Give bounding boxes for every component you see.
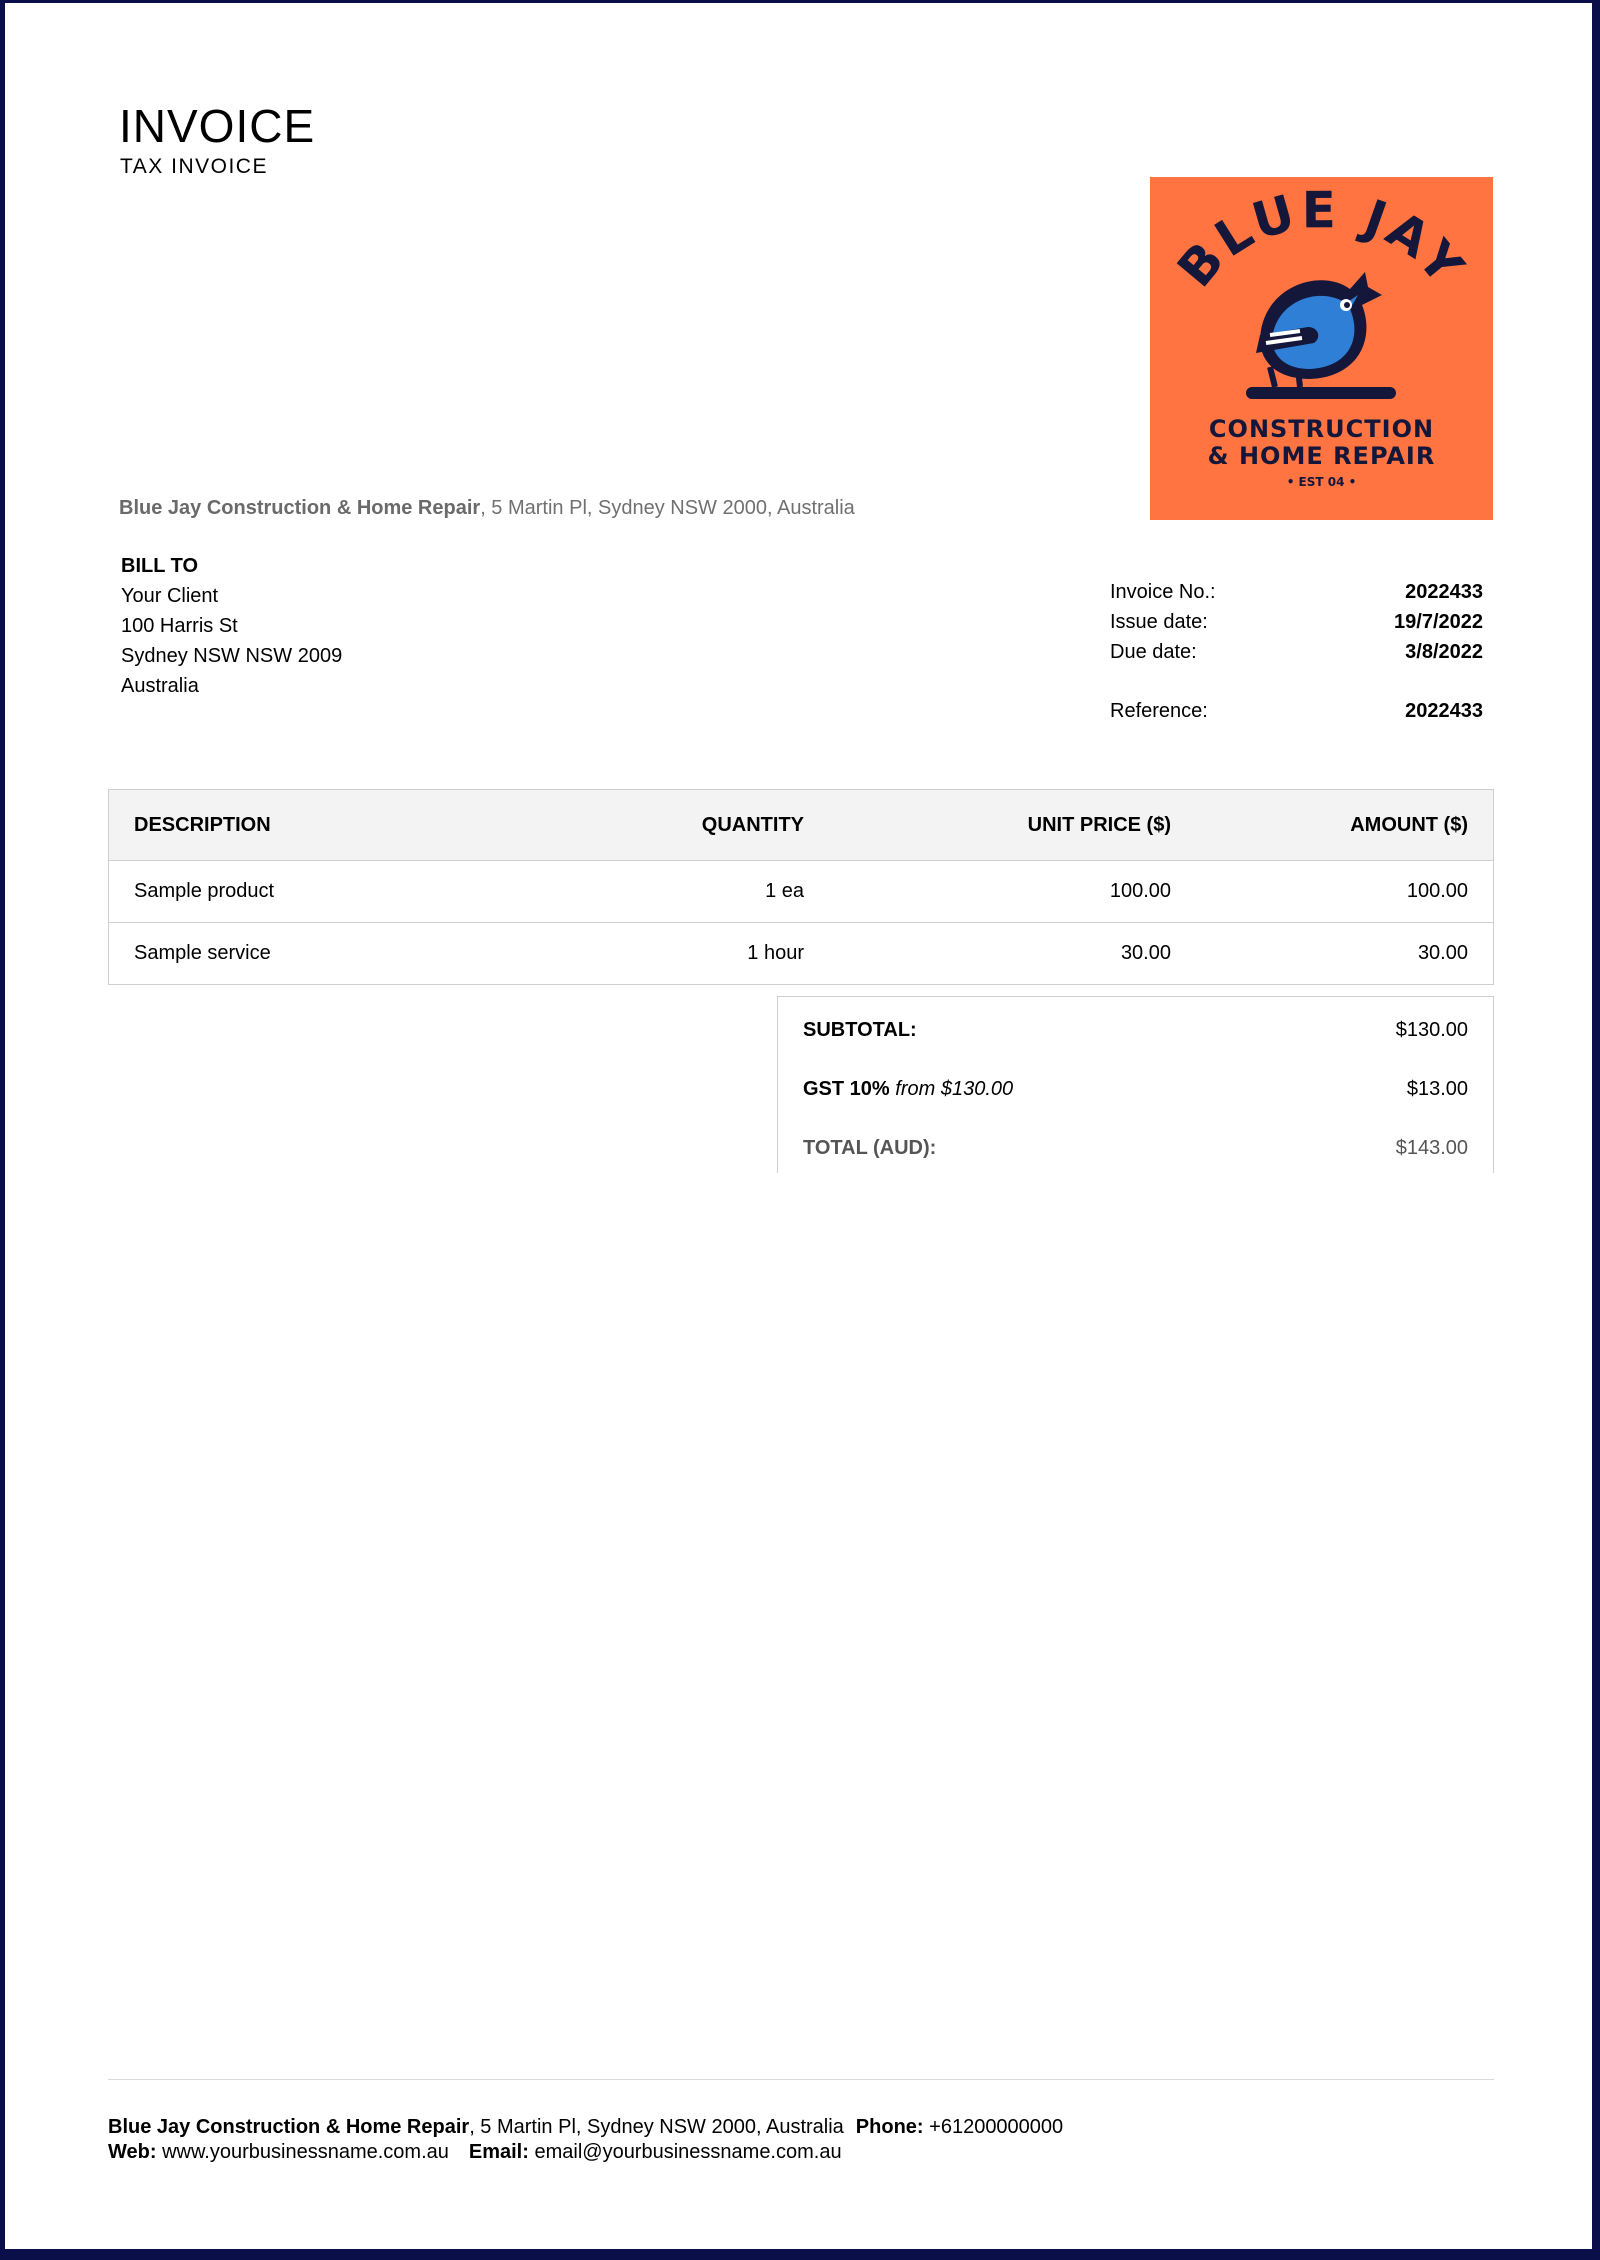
invoice-page <box>5 3 1592 2249</box>
logo-line2: & HOME REPAIR <box>1207 442 1436 470</box>
cell-amount: 100.00 <box>1172 861 1494 923</box>
bill-to-block <box>121 551 342 701</box>
footer-phone: +61200000000 <box>929 2116 1064 2138</box>
total-row <box>803 1137 1468 1160</box>
column-header-unit-price: UNIT PRICE ($) <box>804 790 1172 861</box>
footer-web-link[interactable]: www.yourbusinessname.com.au <box>162 2141 449 2163</box>
footer-line-2 <box>108 2140 1063 2165</box>
bill-to-line: Your Client <box>121 585 219 607</box>
meta-issue-date <box>1110 611 1483 641</box>
line-items-table <box>108 789 1494 985</box>
meta-value: 19/7/2022 <box>1394 611 1483 633</box>
column-header-quantity: QUANTITY <box>515 790 804 861</box>
logo-line1: CONSTRUCTION <box>1208 415 1435 443</box>
column-header-amount: AMOUNT ($) <box>1172 790 1494 861</box>
bill-to-line: Australia <box>121 675 199 697</box>
total-value: $143.00 <box>1395 1137 1468 1159</box>
meta-label: Issue date: <box>1110 611 1208 633</box>
meta-label: Due date: <box>1110 641 1197 663</box>
subtotal-value: $130.00 <box>1395 1019 1468 1041</box>
gst-row <box>803 1078 1468 1101</box>
logo-est: • EST 04 • <box>1286 475 1357 489</box>
footer-line-1 <box>108 2115 1063 2140</box>
table-row <box>109 861 1494 923</box>
bill-to-line: 100 Harris St <box>121 615 238 637</box>
meta-invoice-no <box>1110 581 1483 611</box>
sender-address: , 5 Martin Pl, Sydney NSW 2000, Australia <box>480 497 855 519</box>
footer-email-link[interactable]: email@yourbusinessname.com.au <box>534 2141 842 2163</box>
table-header-row <box>109 790 1494 861</box>
cell-quantity: 1 hour <box>515 923 804 985</box>
sender-name: Blue Jay Construction & Home Repair <box>119 497 481 519</box>
footer-email-label: Email: <box>468 2141 529 2163</box>
gst-value: $13.00 <box>1406 1078 1468 1100</box>
cell-unit-price: 30.00 <box>804 923 1172 985</box>
meta-value: 2022433 <box>1405 581 1483 603</box>
cell-description: Sample product <box>109 861 516 923</box>
meta-label: Reference: <box>1110 700 1208 722</box>
column-header-description: DESCRIPTION <box>109 790 516 861</box>
bill-to-line: Sydney NSW NSW 2009 <box>121 645 343 667</box>
footer-address: , 5 Martin Pl, Sydney NSW 2000, Australia <box>469 2116 844 2138</box>
footer <box>108 2115 1063 2165</box>
footer-phone-label: Phone: <box>855 2116 924 2138</box>
gst-note: from $130.00 <box>895 1078 1014 1100</box>
sender-line <box>119 497 855 520</box>
blue-jay-logo <box>1150 177 1493 520</box>
invoice-meta <box>1110 581 1483 730</box>
cell-quantity: 1 ea <box>515 861 804 923</box>
cell-description: Sample service <box>109 923 516 985</box>
meta-value: 2022433 <box>1405 700 1483 722</box>
total-label: TOTAL (AUD): <box>803 1137 937 1159</box>
gst-label: GST 10% <box>803 1078 890 1100</box>
subtotal-label: SUBTOTAL: <box>803 1019 917 1041</box>
footer-business: Blue Jay Construction & Home Repair <box>108 2116 470 2138</box>
cell-unit-price: 100.00 <box>804 861 1172 923</box>
subtotal-row <box>803 1019 1468 1042</box>
logo-arc-text: BLUE JAY <box>1166 181 1477 298</box>
meta-reference <box>1110 700 1483 730</box>
footer-web-label: Web: <box>108 2141 157 2163</box>
table-row <box>109 923 1494 985</box>
invoice-title: INVOICE <box>119 100 316 152</box>
meta-due-date <box>1110 641 1483 671</box>
invoice-subtitle: TAX INVOICE <box>120 155 268 178</box>
totals-box <box>777 996 1494 1173</box>
bill-to-heading: BILL TO <box>121 555 199 577</box>
meta-label: Invoice No.: <box>1110 581 1216 603</box>
meta-value: 3/8/2022 <box>1405 641 1483 663</box>
cell-amount: 30.00 <box>1172 923 1494 985</box>
footer-divider <box>108 2079 1494 2080</box>
